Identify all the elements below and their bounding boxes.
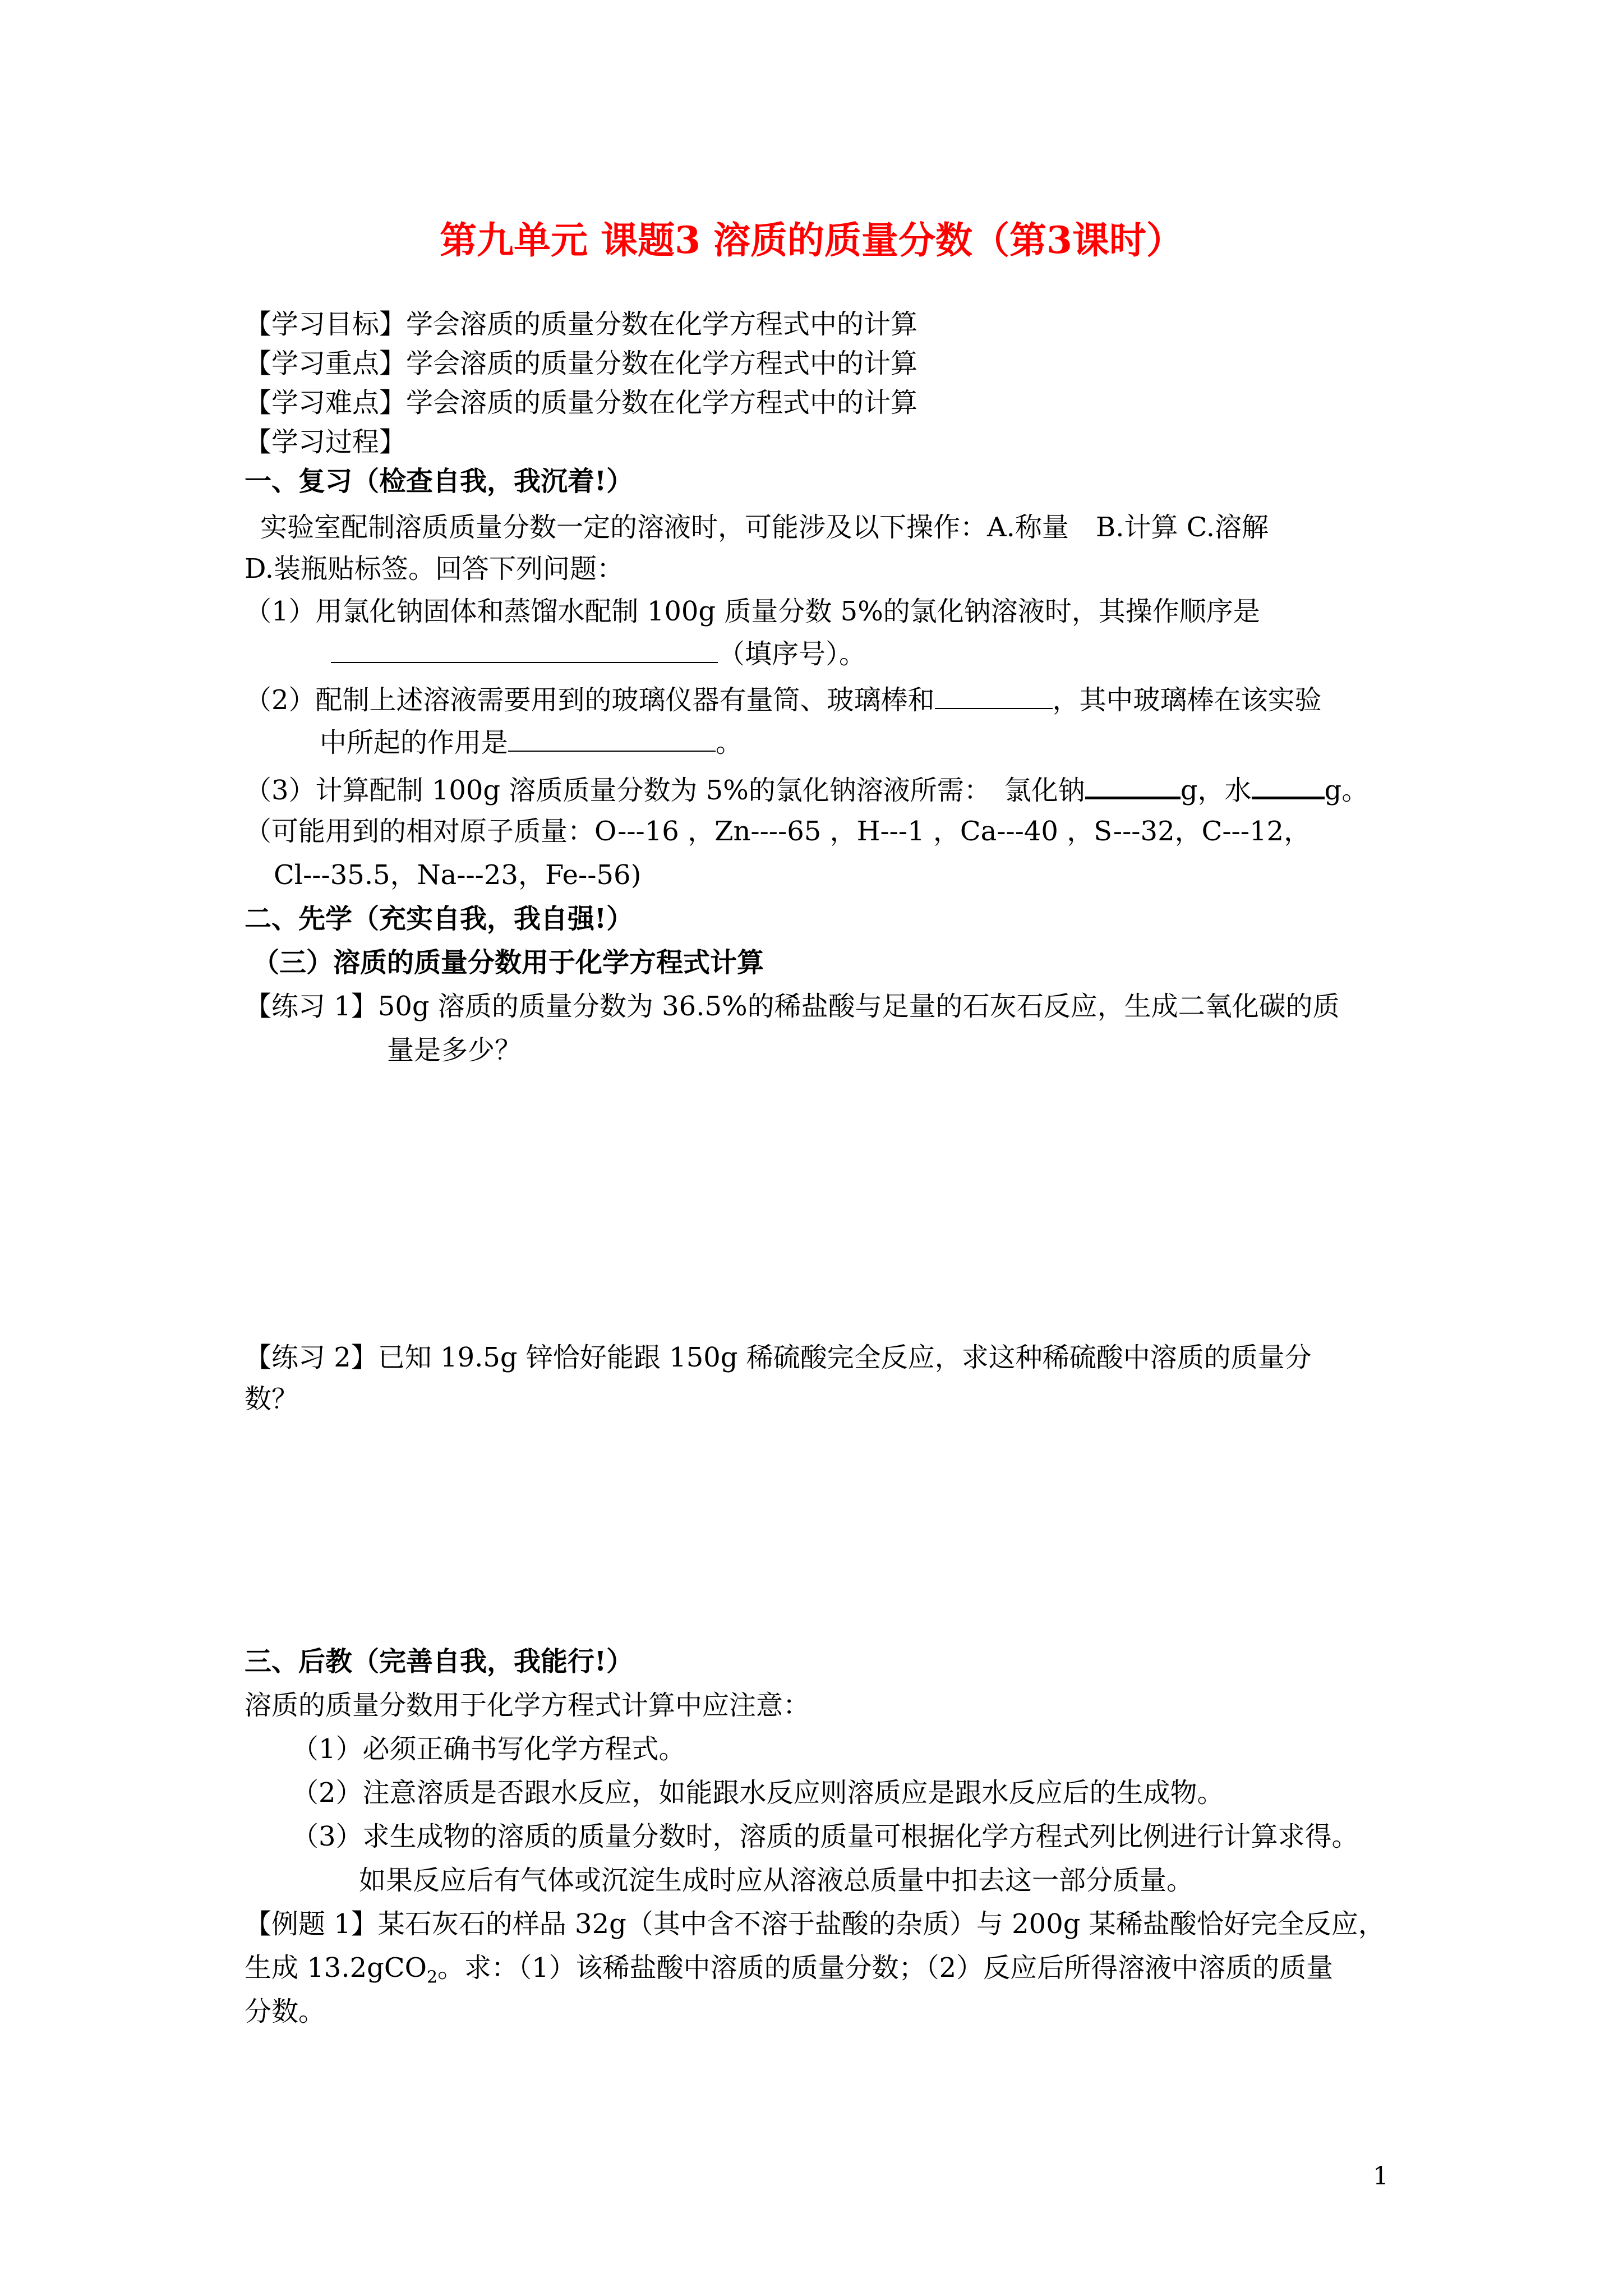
teach-note-3-line2: 如果反应后有气体或沉淀生成时应从溶液总质量中扣去这一部分质量。 [359,1865,1194,1896]
teach-heading: 三、后教（完善自我，我能行!） [245,1646,634,1677]
exercise-2-line1: 【练习 2】已知 19.5g 锌恰好能跟 150g 稀硫酸完全反应，求这种稀硫酸中溶质的质量分 [245,1342,1312,1373]
learning-difficulty: 【学习难点】学会溶质的质量分数在化学方程式中的计算 [245,387,918,418]
review-intro-line2: D.装瓶贴标签。回答下列问题： [245,553,624,585]
question-1-line2: （填序号）。 [331,637,866,671]
prelearn-heading: 二、先学（充实自我，我自强!） [245,903,634,935]
example-1-line3: 分数。 [245,1996,326,2027]
example-1-line2: 生成 13.2gCO$_2$。求：（1）该稀盐酸中溶质的质量分数；（2）反应后所得溶液中溶质的质量 [245,1952,1334,1987]
example-1-line1: 【例题 1】某石灰石的样品 32g（其中含不溶于盐酸的杂质）与 200g 某稀盐酸恰好完全反应， [245,1908,1385,1940]
atomic-masses-line2: Cl---35.5，Na---23，Fe--56) [274,859,642,891]
teach-note-2: （2）注意溶质是否跟水反应，如能跟水反应则溶质应是跟水反应后的生成物。 [292,1777,1224,1809]
review-heading: 一、复习（检查自我，我沉着!） [245,466,634,497]
teach-note-3-line1: （3）求生成物的溶质的质量分数时，溶质的质量可根据化学方程式列比例进行计算求得。 [292,1821,1359,1852]
answer-blank-nacl-mass[interactable] [1085,772,1181,799]
answer-blank-water-mass[interactable] [1252,772,1325,799]
review-intro-line1: 实验室配制溶质质量分数一定的溶液时，可能涉及以下操作：A.称量 B.计算 C.溶解 [260,512,1269,543]
page-title: 第九单元 课题3 溶质的质量分数（第3课时） [440,218,1183,262]
answer-blank-glassware[interactable] [935,683,1053,709]
exercise-2-line2: 数？ [245,1383,299,1415]
question-2-line1: （2）配制上述溶液需要用到的玻璃仪器有量筒、玻璃棒和 ，其中玻璃棒在该实验 [245,684,1322,716]
answer-blank-rod-role[interactable] [508,726,716,752]
learning-process: 【学习过程】 [245,426,407,458]
question-2-line2: 中所起的作用是 。 [320,727,743,758]
learning-key-point: 【学习重点】学会溶质的质量分数在化学方程式中的计算 [245,348,918,379]
exercise-1-line1: 【练习 1】50g 溶质的质量分数为 36.5%的稀盐酸与足量的石灰石反应，生成二氧化碳的质 [245,991,1340,1022]
exercise-1-line2: 量是多少？ [387,1034,522,1066]
learning-goal: 【学习目标】学会溶质的质量分数在化学方程式中的计算 [245,309,918,340]
subscript-2: 2 [426,1967,438,1987]
prelearn-subheading: （三）溶质的质量分数用于化学方程式计算 [252,947,764,978]
question-1-line1: （1）用氯化钠固体和蒸馏水配制 100g 质量分数 5%的氯化钠溶液时，其操作顺序是 [245,596,1260,627]
teach-intro: 溶质的质量分数用于化学方程式计算中应注意： [245,1690,810,1721]
atomic-masses-line1: （可能用到的相对原子质量：O---16 ，Zn----65 ，H---1 ，Ca---40 ，S---32，C---12， [245,816,1311,847]
teach-note-1: （1）必须正确书写化学方程式。 [292,1733,686,1765]
page-number: 1 [1373,2162,1389,2191]
answer-blank-order[interactable] [331,637,718,663]
question-3: （3）计算配制 100g 溶质质量分数为 5%的氯化钠溶液所需： 氯化钠 g，水 g。 [245,772,1368,807]
